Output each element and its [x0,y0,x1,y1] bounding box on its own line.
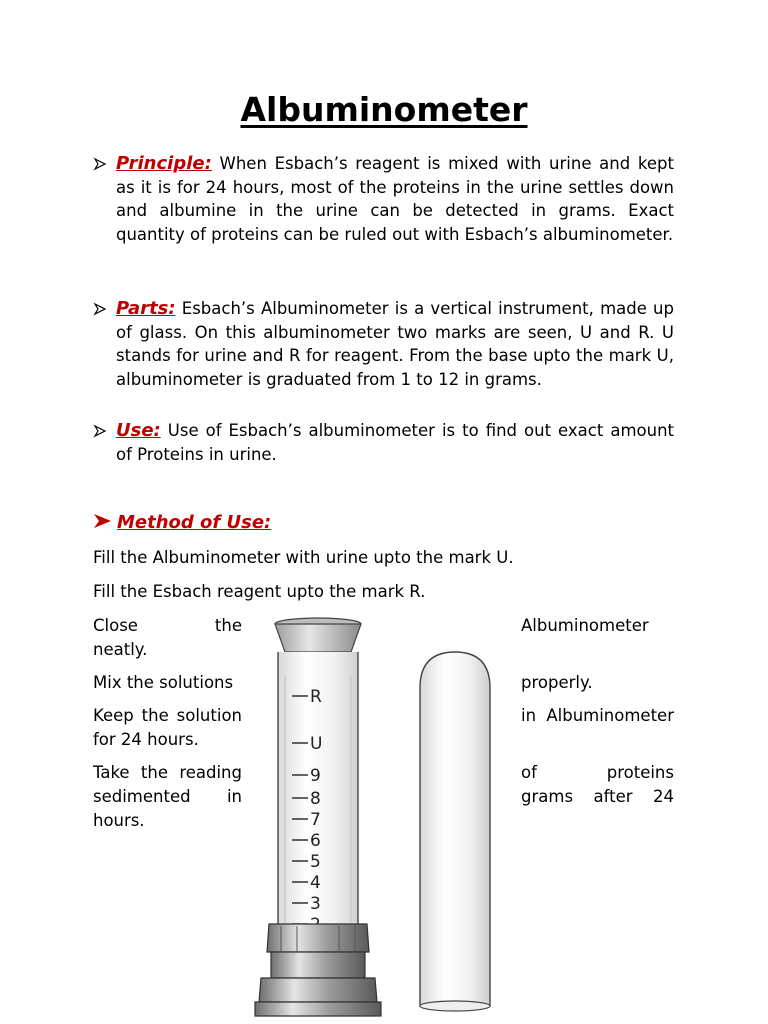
use-text: Use of Esbach’s albuminometer is to find out exact amount of Proteins in urine. [116,421,674,464]
arrow-bullet-icon [93,152,111,175]
method-line-2: Fill the Esbach reagent upto the mark R. [93,582,426,601]
method-label: Method of Use: [117,512,272,533]
tube-holder [255,924,381,1016]
principle-label: Principle: [116,153,212,174]
use-label: Use: [116,420,161,441]
step-mix-right: properly. [521,673,593,692]
step-take-right: of proteins [521,763,674,782]
tube-mark-label: U [310,734,323,754]
step-mix-left: Mix the solutions [93,673,234,692]
step-take-right-2: grams after 24 [521,787,674,806]
parts-section [93,297,674,392]
step-take-left-3: hours. [93,811,145,830]
page-title: Albuminometer [240,90,528,129]
step-close-left: Close the [93,616,242,635]
method-heading [93,510,271,536]
method-line-1: Fill the Albuminometer with urine upto the mark U. [93,548,514,567]
albuminometer-illustration [245,612,515,1024]
tube-mark-label: 8 [310,789,321,809]
tube-mark-label: 3 [310,894,321,914]
step-keep-cont: for 24 hours. [93,730,199,749]
parts-text: Esbach’s Albuminometer is a vertical instrument, made up of glass. On this albuminometer two marks are seen, U and R. U stands for urine and R for reagent. From the base upto the mark U, albuminometer is graduated from 1 to 12 in grams. [116,299,674,390]
tube-mark-label: R [310,687,322,707]
parts-label: Parts: [116,298,176,319]
arrow-bullet-icon [93,297,111,320]
principle-text: When Esbach’s reagent is mixed with urine and kept as it is for 24 hours, most of the proteins in the urine settles down and albumine in the urine can be detected in grams. Exact quantity of proteins can be ruled out with Esbach’s albuminometer. [116,154,674,245]
use-section [93,419,674,466]
tube-mark-label: 5 [310,852,321,872]
tube-mark-label: 9 [310,766,321,786]
tube-mark-label: 7 [310,810,321,830]
principle-section [93,152,674,247]
tube-mark-label: 4 [310,873,321,893]
step-take-left-2: sedimented in [93,787,242,806]
step-close-cont: neatly. [93,640,148,659]
step-keep-left: Keep the solution [93,706,242,725]
arrow-bullet-icon [93,419,111,442]
tube-mark-label: 6 [310,831,321,851]
step-close-right: Albuminometer [521,616,649,635]
arrow-bullet-icon [93,511,113,531]
glass-cover-tube [420,652,490,1011]
step-keep-right: in Albuminometer [521,706,674,725]
step-take-left: Take the reading [93,763,242,782]
